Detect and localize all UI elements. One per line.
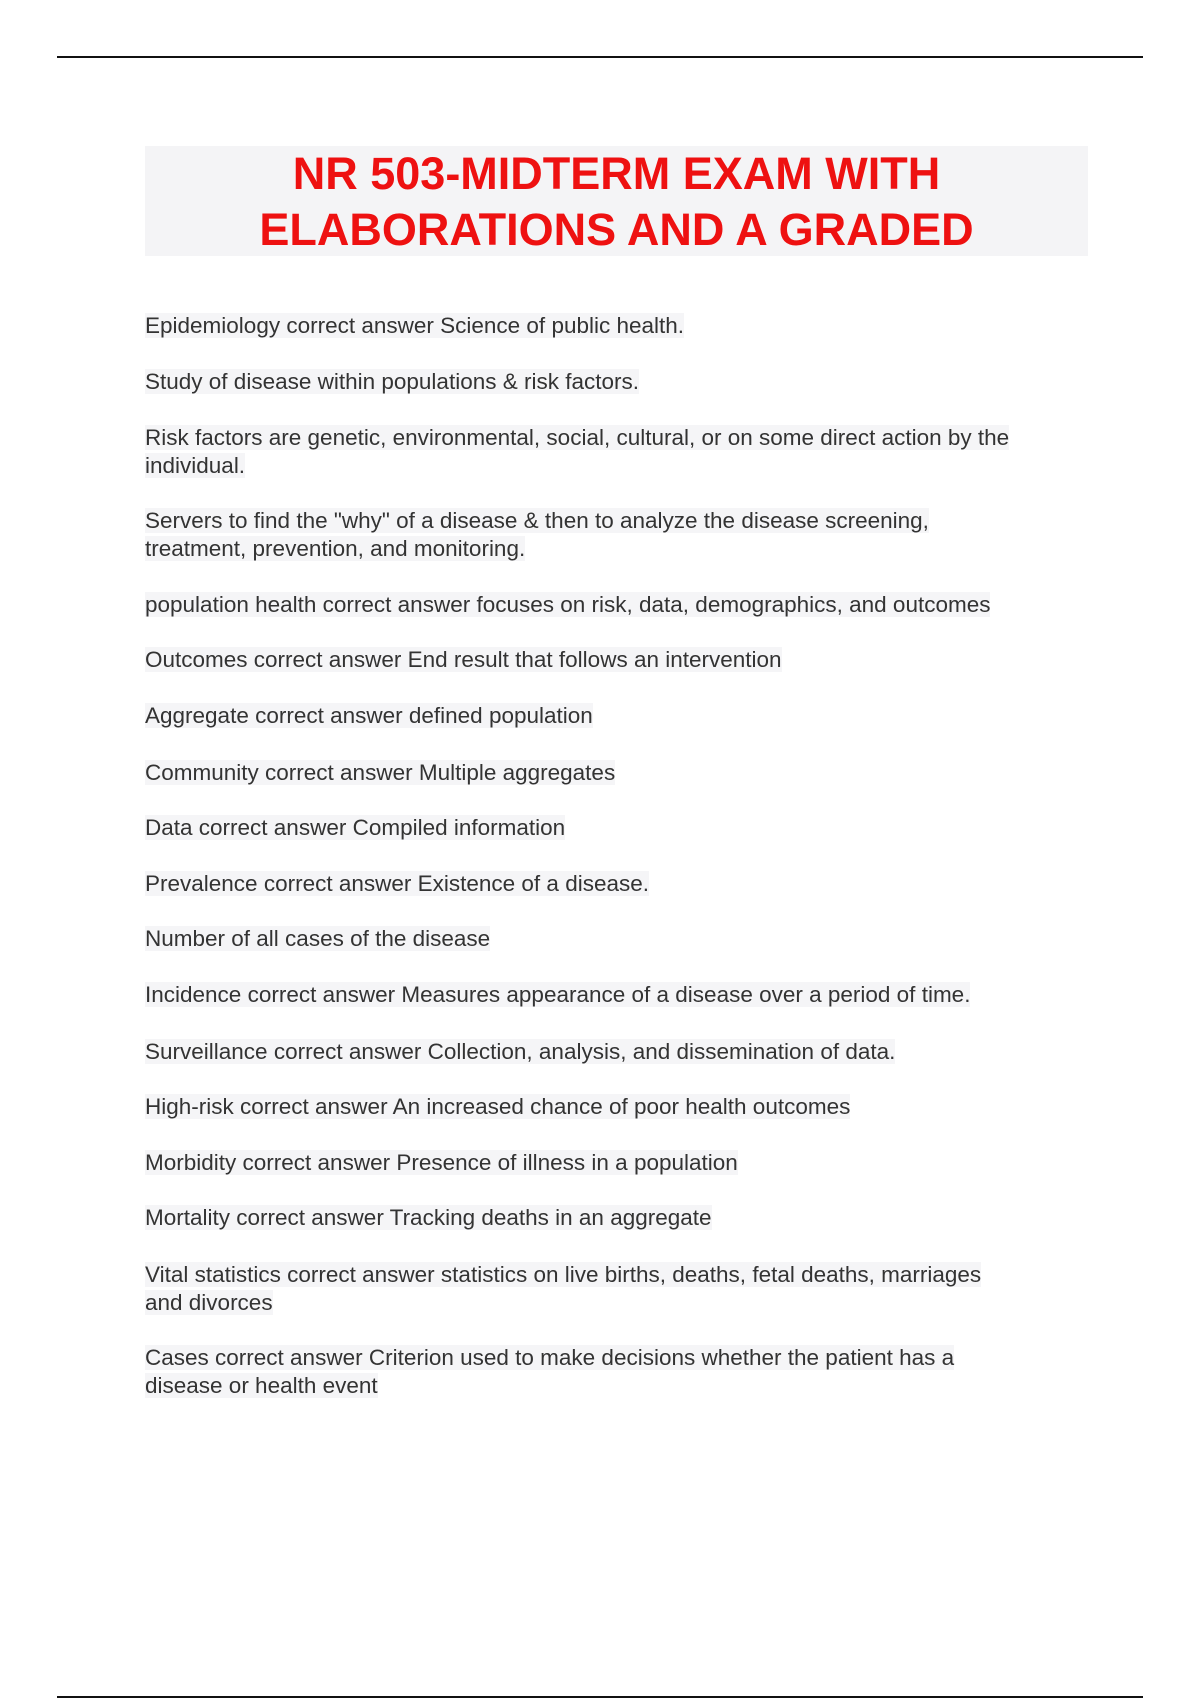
qa-entry — [145, 368, 639, 396]
qa-entry — [145, 1204, 712, 1232]
qa-entry — [145, 312, 684, 340]
qa-entry-line: Prevalence correct answer Existence of a disease. — [145, 871, 649, 896]
qa-entry — [145, 1149, 738, 1177]
qa-entry-line: Servers to find the "why" of a disease & then to analyze the disease screening, — [145, 508, 929, 533]
qa-entry-continuation — [145, 452, 245, 480]
qa-entry — [145, 1093, 850, 1121]
qa-entry-line: Vital statistics correct answer statistics on live births, deaths, fetal deaths, marriages — [145, 1262, 982, 1287]
qa-entry-line: Mortality correct answer Tracking deaths in an aggregate — [145, 1205, 712, 1230]
qa-entry-line: Outcomes correct answer End result that follows an intervention — [145, 647, 782, 672]
qa-entry — [145, 702, 593, 730]
qa-entry-line: Aggregate correct answer defined population — [145, 703, 593, 728]
qa-entry-line: High-risk correct answer An increased chance of poor health outcomes — [145, 1094, 851, 1119]
document-title-line-2: ELABORATIONS AND A GRADED — [259, 204, 974, 255]
qa-entry — [145, 1344, 954, 1372]
qa-entry — [145, 814, 565, 842]
qa-entry-line: Morbidity correct answer Presence of illness in a population — [145, 1150, 738, 1175]
qa-entry-continuation — [145, 1372, 378, 1400]
qa-entry — [145, 759, 615, 787]
qa-entry — [145, 507, 929, 535]
qa-entry-line: Number of all cases of the disease — [145, 926, 491, 951]
qa-entry-line: disease or health event — [145, 1373, 378, 1398]
qa-entry-line: population health correct answer focuses on risk, data, demographics, and outcomes — [145, 592, 991, 617]
qa-entry — [145, 591, 990, 619]
qa-entry — [145, 646, 782, 674]
qa-entry-line: Community correct answer Multiple aggregates — [145, 760, 616, 785]
qa-entry-line: Epidemiology correct answer Science of public health. — [145, 313, 685, 338]
qa-entry-line: treatment, prevention, and monitoring. — [145, 536, 526, 561]
qa-entry-line: Incidence correct answer Measures appearance of a disease over a period of time. — [145, 982, 971, 1007]
qa-entry-continuation — [145, 1289, 273, 1317]
qa-entry-line: and divorces — [145, 1290, 273, 1315]
qa-entry-line: Study of disease within populations & risk factors. — [145, 369, 640, 394]
header-rule — [57, 56, 1143, 58]
qa-entry — [145, 870, 649, 898]
qa-entry — [145, 981, 970, 1009]
qa-entry — [145, 1038, 895, 1066]
qa-entry-line: Data correct answer Compiled information — [145, 815, 566, 840]
footer-rule — [57, 1696, 1143, 1698]
qa-entry-line: individual. — [145, 453, 246, 478]
qa-entry-line: Cases correct answer Criterion used to make decisions whether the patient has a — [145, 1345, 955, 1370]
qa-entry — [145, 424, 1009, 452]
qa-entry-line: Risk factors are genetic, environmental, social, cultural, or on some direct action by the — [145, 425, 1010, 450]
qa-entry — [145, 1261, 981, 1289]
document-title-line-1: NR 503-MIDTERM EXAM WITH — [292, 148, 941, 199]
qa-entry-continuation — [145, 535, 525, 563]
qa-entry — [145, 925, 490, 953]
qa-entry-line: Surveillance correct answer Collection, analysis, and dissemination of data. — [145, 1039, 896, 1064]
